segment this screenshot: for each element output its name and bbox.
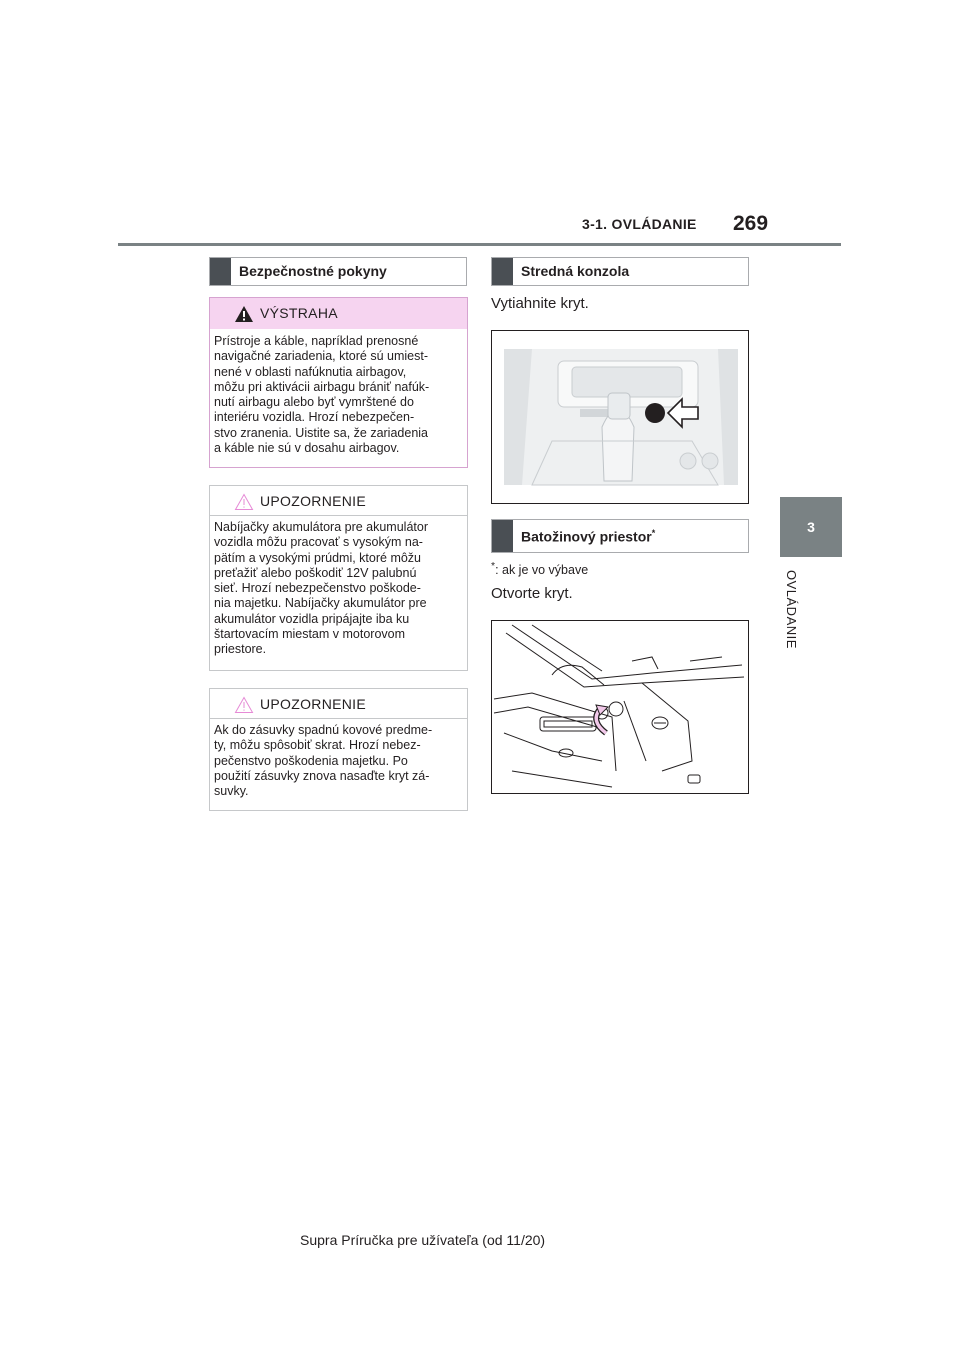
caution-line: použití zásuvky znova nasaďte kryt zá- xyxy=(214,768,430,783)
warning-line: navigačné zariadenia, ktoré sú umiest- xyxy=(214,349,429,364)
caution-line: pečenstvo poškodenia majetku. Po xyxy=(214,753,408,768)
caution-icon xyxy=(234,493,254,511)
warning-line: interiéru vozidla. Hrozí nebezpečen- xyxy=(214,410,415,425)
safety-heading-text: Bezpečnostné pokyny xyxy=(239,263,387,279)
chapter-number: 3 xyxy=(807,519,815,535)
caution-line: ty, môžu spôsobiť skrat. Hrozí nebez- xyxy=(214,738,421,753)
luggage-compartment-illustration xyxy=(492,621,748,793)
caution-line: akumulátor vozidla pripájajte iba ku xyxy=(214,611,410,626)
caution-line: suvky. xyxy=(214,784,249,799)
warning-line: stvo zranenia. Uistite sa, že zariadenia xyxy=(214,425,428,440)
warning-icon xyxy=(234,305,254,323)
caution-text xyxy=(214,723,432,799)
warning-line: môžu pri aktivácii airbagu brániť nafúk- xyxy=(214,379,430,394)
page-number: 269 xyxy=(733,212,769,235)
caution-line: nia majetku. Nabíjačky akumulátor pre xyxy=(214,596,427,611)
optional-marker: * xyxy=(651,528,656,538)
caution-line: vozidla môžu pracovať s vysokým na- xyxy=(214,535,423,550)
luggage-compartment-figure xyxy=(491,620,749,794)
header-divider xyxy=(118,243,841,246)
caution-box-socket xyxy=(209,688,468,811)
caution-header xyxy=(210,486,467,516)
caution-title: UPOZORNENIE xyxy=(260,696,366,712)
caution-line: sieť. Hrozí nebezpečenstvo poškode- xyxy=(214,581,421,596)
caution-line: Ak do zásuvky spadnú kovové predme- xyxy=(214,723,433,737)
chapter-label-text: OVLÁDANIE xyxy=(784,570,799,649)
warning-text xyxy=(214,334,429,456)
warning-line: nutí airbagu alebo byť vymrštené do xyxy=(214,395,414,410)
center-console-heading-text: Stredná konzola xyxy=(521,263,630,279)
caution-icon xyxy=(234,696,254,714)
warning-line: a káble nie sú v dosahu airbagov. xyxy=(214,441,400,456)
note-text: : ak je vo výbave xyxy=(495,563,589,578)
warning-line: Prístroje a káble, napríklad prenosné xyxy=(214,334,419,348)
warning-box xyxy=(209,297,468,468)
optional-equipment-note xyxy=(491,561,588,577)
footer-text: Supra Príručka pre užívateľa (od 11/20) xyxy=(300,1232,546,1248)
caution-line: pätím a vysokými prúdmi, ktoré môžu xyxy=(214,550,422,565)
warning-line: nené v oblasti nafúknutia airbagov, xyxy=(214,364,407,379)
note-marker: * xyxy=(491,561,496,572)
caution-line: Nabíjačky akumulátora pre akumulátor xyxy=(214,520,428,534)
caution-line: priestore. xyxy=(214,642,267,657)
caution-line: preťažiť alebo poškodiť 12V palubnú xyxy=(214,565,417,580)
heading-bar xyxy=(210,258,231,285)
center-console-illustration xyxy=(492,331,748,503)
heading-bar xyxy=(492,520,513,552)
caution-line: štartovacím miestam v motorovom xyxy=(214,627,406,642)
caution-header xyxy=(210,689,467,719)
caution-text xyxy=(214,520,428,658)
caution-title: UPOZORNENIE xyxy=(260,493,366,509)
luggage-compartment-heading xyxy=(491,519,749,553)
heading-bar xyxy=(492,258,513,285)
step-open-cover: Otvorte kryt. xyxy=(491,585,573,602)
luggage-heading-label: Batožinový priestor xyxy=(521,528,652,545)
center-console-figure xyxy=(491,330,749,504)
luggage-compartment-heading-text xyxy=(521,528,655,545)
warning-header xyxy=(210,298,467,329)
section-title: 3-1. OVLÁDANIE xyxy=(582,216,697,232)
chapter-tab xyxy=(780,497,842,557)
center-console-heading xyxy=(491,257,749,286)
chapter-label xyxy=(777,570,801,660)
safety-heading xyxy=(209,257,467,286)
step-pull-cover: Vytiahnite kryt. xyxy=(491,295,589,312)
caution-box-charger xyxy=(209,485,468,671)
warning-title: VÝSTRAHA xyxy=(260,305,338,321)
